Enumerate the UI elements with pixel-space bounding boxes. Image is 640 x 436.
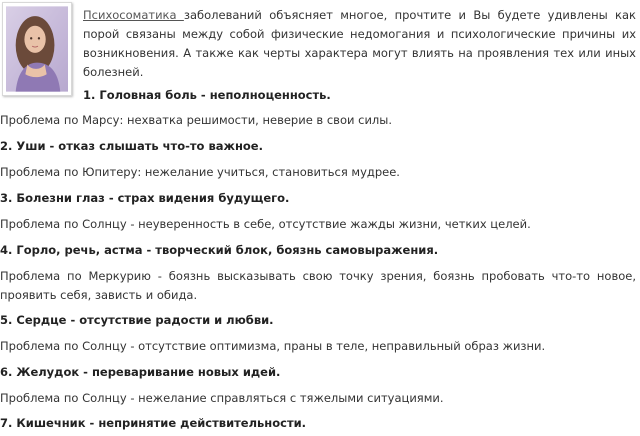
item-heading-4: 4. Горло, речь, астма - творческий блок, боязнь самовыражения. (0, 243, 439, 257)
author-photo (2, 2, 72, 96)
item-heading-6: 6. Желудок - переваривание новых идей. (0, 365, 281, 379)
item-heading-7: 7. Кишечник - непринятие действительности. (0, 416, 307, 430)
psychosomatics-link[interactable]: Психосоматика (83, 8, 184, 22)
item-heading-5: 5. Сердце - отсутствие радости и любви. (0, 313, 274, 327)
item-problem-1: Проблема по Марсу: нехватка решимости, неверие в свои силы. (0, 113, 393, 127)
item-heading-2: 2. Уши - отказ слышать что-то важное. (0, 139, 263, 153)
item-problem-2: Проблема по Юпитеру: нежелание учиться, становиться мудрее. (0, 165, 400, 179)
item-problem-3: Проблема по Солнцу - неуверенность в себе, отсутствие жажды жизни, четких целей. (0, 217, 531, 231)
intro-text: заболеваний объясняет многое, прочтите и Вы будете удивлены как порой связаны между собой физические недомогания и психологические причины их возникновения. А также как черты характера могут влиять на проявления тех или иных болезней. (83, 8, 636, 79)
item-problem-4: Проблема по Меркурию - боязнь высказывать свою точку зрения, боязнь пробовать что-то новое, проявить себя, зависть и обида. (0, 269, 636, 302)
item-problem-6: Проблема по Солнцу - нежелание справляться с тяжелыми ситуациями. (0, 391, 444, 405)
item-heading-1: 1. Головная боль - неполноценность. (83, 88, 331, 102)
item-problem-5: Проблема по Солнцу - отсутствие оптимизма, праны в теле, неправильный образ жизни. (0, 339, 546, 353)
portrait-image (6, 6, 68, 92)
item-heading-3: 3. Болезни глаз - страх видения будущего. (0, 191, 290, 205)
intro-paragraph (83, 6, 636, 82)
